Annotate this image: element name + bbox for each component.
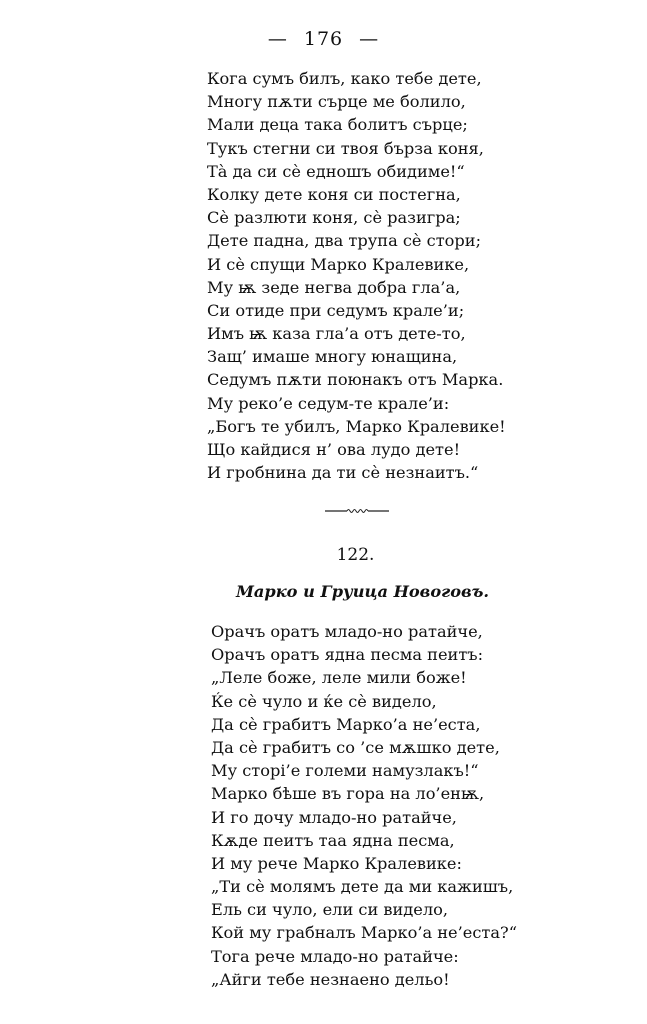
page-number: 176: [303, 28, 344, 50]
verse-line: Орачъ оратъ ядна песма пеитъ:: [211, 645, 484, 665]
poem-continuation: [207, 67, 637, 484]
verse-line: Ель си чуло, ели си видело,: [211, 900, 449, 920]
verse-line: Колку дете коня си постегна,: [207, 184, 461, 204]
verse-line: „Богъ те убилъ, Марко Кралевике!: [207, 416, 506, 436]
verse-line: Му сторі’е големи намузлакъ!“: [211, 761, 479, 781]
verse-line: Дете падна, два трупа сѐ стори;: [207, 231, 482, 251]
verse-line: Да сѐ грабитъ со ’се мѫшко дете,: [211, 737, 500, 757]
verse-line: Марко бѣше въ гора на ло’енѭ,: [211, 784, 485, 804]
verse-line: Мали деца така болитъ сърце;: [207, 115, 468, 135]
verse-line: Си отиде при седумъ крале’и;: [207, 300, 465, 320]
verse-line: Кѫде пеитъ таа ядна песма,: [211, 830, 455, 850]
verse-line: Тукъ стегни си твоя бърза коня,: [207, 138, 484, 158]
song-title: Марко и Груица Новоговъ.: [236, 582, 490, 601]
verse-line: Защ’ имаше многу юнащина,: [207, 347, 458, 367]
verse-line: Сѐ разлюти коня, сѐ разигра;: [207, 208, 461, 228]
verse-line: „Леле боже, леле мили боже!: [211, 668, 467, 688]
verse-line: Кой му грабналъ Марко’а не’еста?“: [211, 923, 517, 943]
verse-line: „Ти сѐ молямъ дете да ми кажишъ,: [211, 877, 514, 897]
song-number: 122.: [336, 545, 375, 565]
verse-line: И му рече Марко Кралевике:: [211, 853, 462, 873]
verse-line: И сѐ спущи Марко Кралевике,: [207, 254, 470, 274]
verse-line: „Айги тебе незнаено дельо!: [211, 969, 450, 989]
page-number-header: [0, 28, 647, 50]
verse-line: Що кайдися н’ ова лудо дете!: [207, 440, 461, 459]
verse-line: Седумъ пѫти поюнакъ отъ Марка.: [207, 370, 504, 390]
verse-line: Тà да си сѐ едношъ обидиме!“: [207, 161, 465, 181]
section-divider: [325, 506, 389, 516]
verse-line: Тога рече младо-но ратайче:: [211, 946, 459, 966]
dash-left: —: [267, 28, 288, 50]
verse-line: Му ѭ зеде негва добра гла’а,: [207, 277, 461, 297]
verse-line: Многу пѫти сърце ме болило,: [207, 92, 466, 112]
poem-marko-and-gruica: [211, 620, 641, 991]
verse-line: Му реко’е седум-те крале’и:: [207, 393, 450, 413]
verse-line: Орачъ оратъ младо-но ратайче,: [211, 622, 483, 641]
dash-right: —: [359, 28, 380, 50]
verse-line: Имъ ѭ каза гла’а отъ дете-то,: [207, 324, 466, 344]
verse-line: Ќе сѐ чуло и ќе сѐ видело,: [211, 691, 437, 711]
verse-line: Да сѐ грабитъ Марко’а не’еста,: [211, 714, 481, 734]
verse-line: И го дочу младо-но ратайче,: [211, 807, 457, 827]
verse-line: И гробнина да ти сѐ незнаитъ.“: [207, 463, 479, 483]
verse-line: Кога сумъ билъ, како тебе дете,: [207, 69, 482, 88]
